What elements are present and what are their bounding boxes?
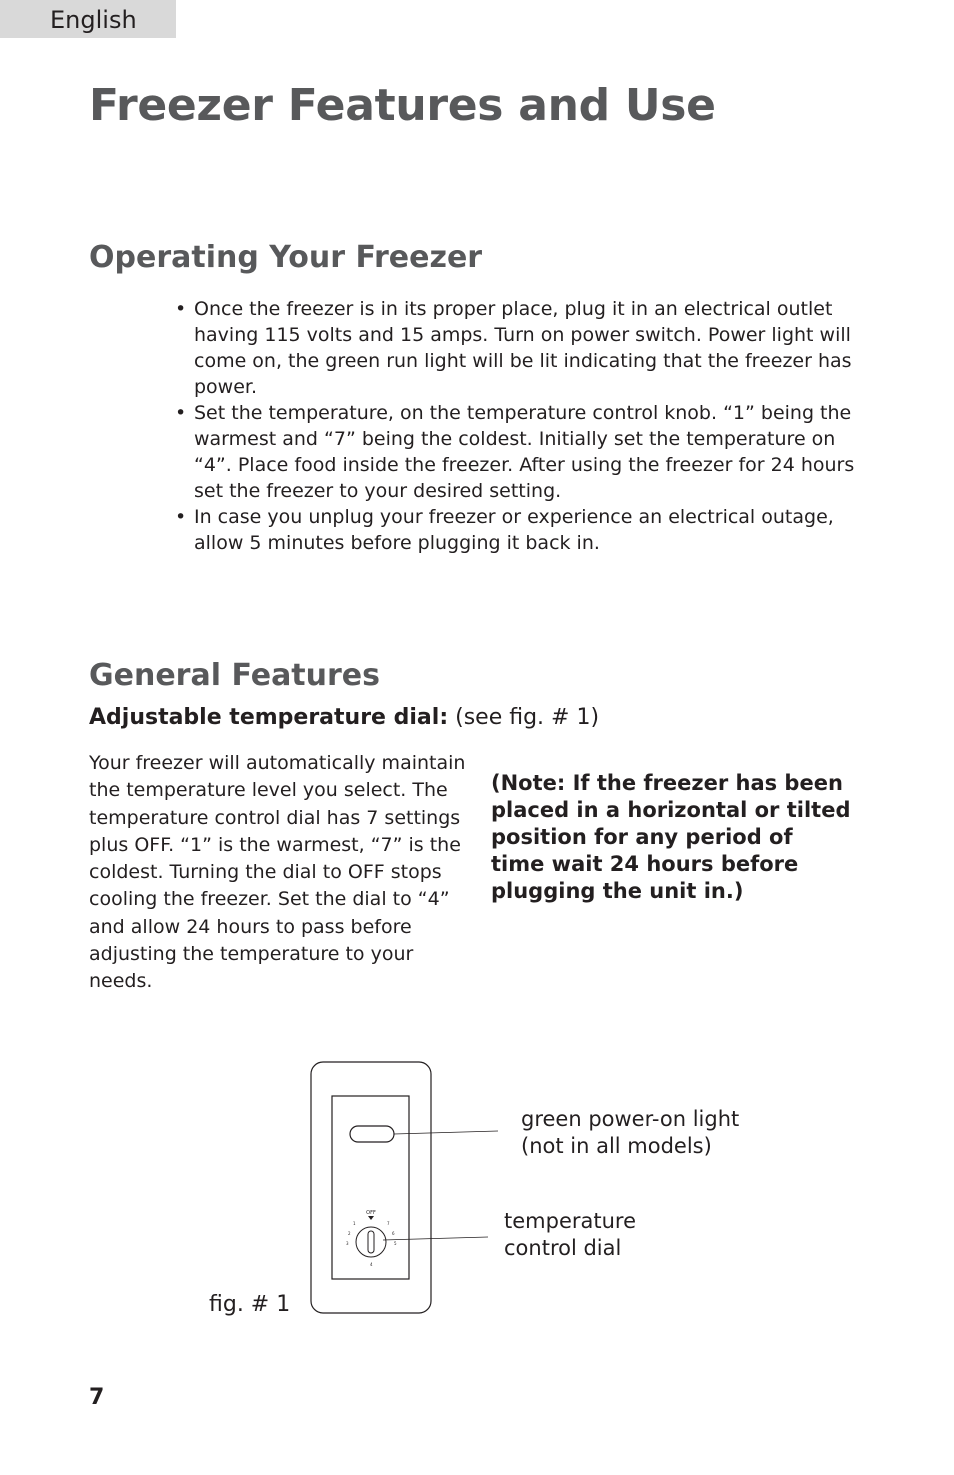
dial-pointer-icon <box>368 1216 374 1220</box>
dial-subheading <box>89 705 599 730</box>
bullet-item: • Set the temperature, on the temperature control knob. “1” being the warmest and “7” being the coldest. Initially set the temperature on “4”. Place food inside the freezer. After using the freezer for 24 hours set the freezer to your desired setting. <box>175 400 875 504</box>
operating-section-title: Operating Your Freezer <box>89 240 483 275</box>
language-tab[interactable]: English <box>0 0 176 38</box>
temperature-dial-icon <box>346 1210 397 1267</box>
dial-number: 3 <box>346 1241 349 1246</box>
general-section-title: General Features <box>89 658 381 693</box>
control-panel-inner <box>332 1096 409 1279</box>
dial-callout: temperature control dial <box>504 1209 636 1260</box>
figure-reference: (see fig. # 1) <box>455 705 600 730</box>
dial-description: Your freezer will automatically maintain the temperature level you select. The temperature control dial has 7 settings plus OFF. “1” is the warmest, “7” is the coldest. Turning the dial to OFF stops cooling the freezer. Set the dial to “4” and allow 24 hours to pass before adjusting the temperature to your needs. <box>89 752 466 993</box>
dial-off-label: OFF <box>366 1210 376 1216</box>
dial-knob-grip <box>368 1231 374 1253</box>
figure-label: fig. # 1 <box>209 1292 291 1317</box>
operating-bullet-list <box>175 296 875 556</box>
horizontal-position-note: (Note: If the freezer has been placed in a horizontal or tilted position for any period of time wait 24 hours before plugging the unit in.) <box>491 771 851 903</box>
page-number: 7 <box>89 1385 105 1410</box>
dial-number: 7 <box>387 1221 390 1226</box>
power-light-callout: green power-on light (not in all models) <box>521 1107 740 1158</box>
dial-number: 5 <box>394 1241 397 1246</box>
dial-number: 6 <box>392 1231 395 1236</box>
page-title: Freezer Features and Use <box>89 80 716 131</box>
dial-number: 4 <box>370 1262 373 1267</box>
dial-leader-line <box>383 1237 488 1240</box>
power-light-icon <box>350 1126 394 1142</box>
dial-knob-ring <box>356 1227 386 1257</box>
subhead-bold-label: Adjustable temperature dial: <box>89 705 449 730</box>
dial-number: 2 <box>348 1231 351 1236</box>
dial-number: 1 <box>353 1221 356 1226</box>
bullet-item: • In case you unplug your freezer or experience an electrical outage, allow 5 minutes before plugging it back in. <box>175 504 875 556</box>
control-panel-outline <box>311 1062 431 1313</box>
bullet-item: • Once the freezer is in its proper place, plug it in an electrical outlet having 115 volts and 15 amps. Turn on power switch. Power light will come on, the green run light will be lit indicating that the freezer has power. <box>175 296 875 400</box>
power-light-leader-line <box>394 1131 498 1134</box>
